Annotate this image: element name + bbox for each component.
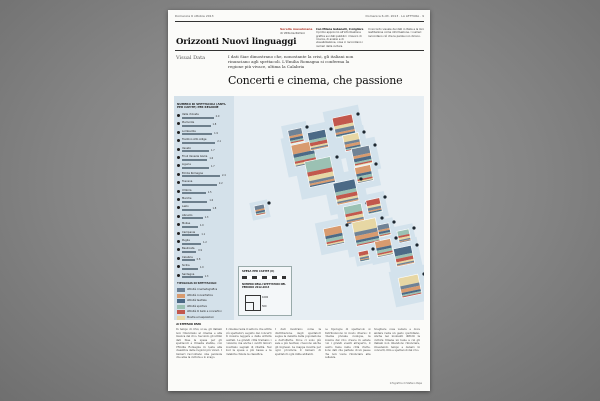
region-dot — [177, 156, 180, 159]
region-name: Sicilia — [182, 264, 190, 268]
region-marker-dot — [335, 155, 338, 158]
region-square — [307, 129, 328, 150]
region-row — [177, 264, 232, 271]
region-name: Lazio — [182, 205, 189, 209]
region-square — [254, 204, 266, 216]
region-name: Sardegna — [182, 272, 195, 276]
region-row — [177, 130, 232, 137]
legend-panel — [174, 96, 234, 320]
region-marker-dot — [329, 127, 332, 130]
type-row — [177, 288, 233, 293]
region-row — [177, 214, 232, 221]
region-row — [177, 247, 232, 254]
region-square — [351, 145, 372, 166]
right-box: Il racconto visuale dei dati in Italia e la loro restituzione come informazione. I numeri raccontano ciò che le parole non dicono. — [368, 28, 424, 38]
region-dot — [177, 248, 180, 251]
region-row — [177, 197, 232, 204]
type-label: Attività di ballo e concertini — [187, 310, 222, 313]
region-square — [355, 165, 374, 184]
region-marker-dot — [415, 243, 418, 246]
region-dot — [177, 114, 180, 117]
headline: Concerti e cinema, che passione — [228, 74, 403, 87]
spesa-legend — [238, 266, 292, 316]
region-dot — [177, 139, 180, 142]
region-square — [377, 223, 391, 237]
region-value: 1.0 — [199, 266, 204, 270]
region-square — [323, 225, 344, 246]
region-value: 1.0 — [199, 224, 204, 228]
region-name: Liguria — [182, 163, 191, 167]
region-square — [288, 128, 305, 145]
region-name: Piemonte — [182, 121, 195, 125]
region-row — [177, 222, 232, 229]
page-header — [175, 14, 424, 20]
lede: I dati Siae dimostrano che, nonostante la crisi, gli italiani non rinunciano agli spettacoli. L'Emilia Romagna si conferma la regione più vivace, ultima la Calabria — [228, 54, 354, 70]
region-value: 1.7 — [210, 165, 215, 169]
type-label: Attività cinematografica — [187, 288, 218, 291]
region-dot — [177, 240, 180, 243]
region-dot — [177, 148, 180, 151]
infographic — [174, 96, 424, 320]
region-dot — [177, 173, 180, 176]
region-marker-dot — [392, 220, 395, 223]
region-value: 1.3 — [204, 215, 209, 219]
region-dot — [177, 265, 180, 268]
region-name: Marche — [182, 197, 192, 200]
spesa-title: SPESA PER CAPITE (€) — [242, 270, 275, 273]
region-bar — [182, 226, 198, 228]
region-dot — [177, 164, 180, 167]
region-row — [177, 273, 232, 280]
article-column: Scegliere cosa vedere e dove andare resta un gesto quotidiano. Anche nei momenti difficili la cultura rimane un bene a cui gli italiani non intendono rinunciare, investendo tempo e denaro in concerti, film e spettacoli dal vivo. — [374, 328, 420, 352]
region-name: Campania — [182, 230, 196, 234]
region-row — [177, 180, 232, 187]
region-bar — [182, 167, 209, 169]
type-label: Attività teatrale — [187, 299, 207, 302]
type-row — [177, 310, 233, 315]
region-value: 1.5 — [207, 190, 212, 194]
region-name: Basilicata — [182, 247, 195, 251]
type-swatch — [177, 288, 185, 292]
region-bar — [182, 184, 217, 186]
region-dot — [177, 181, 180, 184]
region-marker-dot — [394, 236, 397, 239]
region-bar — [182, 276, 203, 278]
region-marker-dot — [380, 216, 383, 219]
region-value: 1.8 — [212, 123, 217, 127]
foot-note: Infografica di Stefano Papa — [389, 382, 422, 385]
type-label: Attività sportive — [187, 304, 207, 308]
region-value: 1.9 — [214, 131, 218, 135]
region-row — [177, 113, 232, 120]
region-marker-dot — [345, 223, 348, 226]
region-row — [177, 239, 232, 246]
region-bar — [182, 201, 207, 203]
region-row — [177, 163, 232, 170]
type-row — [177, 316, 233, 321]
region-bar — [182, 133, 212, 135]
region-bar — [182, 117, 214, 119]
region-dot — [177, 190, 180, 193]
region-name: Toscana — [182, 180, 193, 184]
type-label: Mostre ed esposizioni — [187, 315, 214, 319]
region-name: Calabria — [182, 255, 193, 259]
size-key-small-label: 500 — [262, 305, 267, 308]
region-marker-dot — [305, 125, 308, 128]
region-marker-dot — [383, 195, 386, 198]
region-marker-dot — [359, 177, 362, 180]
region-name: Trentino Alto Adige — [182, 138, 207, 142]
types-title: TIPOLOGIA DI SPETTACOLO — [177, 282, 217, 285]
region-marker-dot — [373, 143, 376, 146]
region-row — [177, 256, 232, 263]
region-value: 1.6 — [209, 199, 214, 202]
region-name: Veneto — [182, 146, 192, 150]
byline: di STEFANO PAPA — [176, 323, 202, 326]
type-swatch — [177, 294, 185, 298]
region-bar — [182, 192, 206, 194]
region-bar — [182, 268, 198, 270]
region-row — [177, 147, 232, 154]
intro-box-text: Il primo approccio all'informazione grafica sui dati pubblici: il lavoro di ricerca, di analisi e di visualizzazione, cosa ci raccontano i numeri della cultura. — [316, 31, 364, 48]
top-rule — [175, 21, 424, 22]
region-marker-dot — [267, 201, 270, 204]
region-name: Friuli Venezia Giulia — [182, 155, 208, 158]
region-square — [305, 157, 336, 188]
region-bar — [182, 259, 195, 261]
spesa-subtitle: NUMERO DEGLI SPETTATORI NEL PERIODO 2012-2013 — [242, 283, 286, 289]
region-row — [177, 138, 232, 145]
region-row — [177, 189, 232, 196]
type-swatch — [177, 316, 185, 320]
region-value: 1.8 — [212, 207, 217, 211]
type-swatch — [177, 305, 185, 309]
region-dot — [177, 122, 180, 125]
region-marker-dot — [412, 226, 415, 229]
spesa-scale — [242, 276, 286, 279]
region-dot — [177, 274, 180, 277]
article-column: I dati mostrano come la distribuzione degli spettatori segua la densità della popolazione e dell'offerta. Dove ci sono più sale e più festival, crescono anche gli ingressi. La mappa mostra per ogni provincia il numero di spettatori ogni mille abitanti. — [275, 328, 321, 356]
region-marker-dot — [374, 162, 377, 165]
region-name: Valle d'Aosta — [182, 113, 199, 116]
region-value: 0.9 — [198, 249, 203, 253]
region-value: 1.1 — [201, 232, 206, 236]
author-box-sub: di Vittoria Rimini — [280, 30, 305, 35]
article-column: In tempo di crisi, si sa, gli italiani non rinunciano al cinema e alla musica dal vivo. Secondo gli ultimi dati Siae la spesa per gli spettacoli è rimasta stabile, con l'Emilia Romagna in testa alla classifica delle regioni più vivaci. I numeri raccontano una penisola che ama la cultura e lo svago. — [176, 328, 222, 359]
region-value: 0.8 — [196, 257, 201, 261]
type-row — [177, 294, 233, 299]
region-square — [393, 245, 414, 266]
region-row — [177, 121, 232, 128]
region-name: Umbria — [182, 188, 192, 192]
region-value: 2.0 — [215, 115, 220, 118]
author-box-label: Sorella musulmana — [280, 27, 313, 31]
region-marker-dot — [356, 112, 359, 115]
region-bar — [182, 251, 196, 253]
author-box — [280, 28, 314, 35]
legend-title: NUMERO DI SPETTACOLI (ANTI-PER CAPITE) PER REGIONE — [177, 102, 227, 110]
region-square — [358, 250, 370, 262]
region-dot — [177, 215, 180, 218]
region-bar — [182, 142, 215, 144]
type-swatch — [177, 299, 185, 303]
region-square — [397, 229, 411, 243]
type-swatch — [177, 310, 185, 314]
region-row — [177, 205, 232, 212]
region-row — [177, 155, 232, 162]
region-name: Emilia Romagna — [182, 171, 204, 175]
region-value: 2.2 — [218, 182, 223, 186]
section-rule — [175, 50, 424, 51]
region-value: 2.1 — [217, 140, 222, 144]
region-marker-dot — [362, 130, 365, 133]
header-date: Domenica 6 ottobre 2013 — [175, 14, 214, 18]
region-value: 2.4 — [222, 173, 226, 177]
region-bar — [182, 217, 203, 219]
region-dot — [177, 232, 180, 235]
region-square — [366, 198, 383, 215]
type-row — [177, 305, 233, 310]
region-bar — [182, 150, 209, 152]
region-value: 1.3 — [204, 274, 209, 278]
region-dot — [177, 131, 180, 134]
size-key-large-label: 1000 — [262, 296, 269, 299]
region-name: Molise — [182, 222, 191, 226]
region-bar — [182, 243, 201, 245]
region-name: Puglia — [182, 239, 190, 242]
region-name: Abruzzo — [182, 213, 193, 217]
size-key-small — [245, 302, 254, 311]
region-dot — [177, 206, 180, 209]
region-bar — [182, 159, 207, 161]
region-square — [398, 274, 422, 298]
region-dot — [177, 198, 180, 201]
region-square — [375, 239, 394, 258]
region-value: 1.7 — [210, 148, 215, 152]
region-bar — [182, 175, 220, 177]
type-label: Attività concertistica — [187, 293, 213, 297]
header-masthead: Domenica 6 ott. 2013 · LA LETTURA · 9 — [365, 14, 424, 18]
newspaper-page — [168, 10, 430, 391]
region-value: 1.2 — [203, 241, 207, 244]
intro-box — [316, 28, 364, 48]
region-bar — [182, 209, 211, 211]
region-bar — [182, 234, 199, 236]
region-name: Lombardia — [182, 129, 196, 133]
section-title: Orizzonti Nuovi linguaggi — [176, 37, 297, 47]
type-row — [177, 299, 233, 304]
article-column: Le tipologie di spettacolo si distribuiscono in modo diverso: il cinema prevale ovunque, la musica dal vivo cresce in estate con i grandi eventi all'aperto, il teatro tiene nelle città d'arte. Sono dati che parlano di un paese che non vuole rinunciare alla bellezza. — [324, 328, 371, 359]
region-bar — [182, 125, 211, 127]
region-marker-dot — [371, 247, 374, 250]
region-square — [333, 179, 359, 205]
region-dot — [177, 223, 180, 226]
region-dot — [177, 257, 180, 260]
intro-box-heading: Con Milena Gabanelli, il migliore — [316, 28, 364, 31]
region-row — [177, 231, 232, 238]
visual-data-label: Visual Data — [176, 55, 206, 61]
article-column: Il cinema resta il settore che attira più spettatori, seguito dai concerti di musica leggera e dalle attività teatrali. Le grandi città trainano i consumi, ma anche i centri minori mostrano segnali di vitalità. Nel Sud la spesa è più bassa e la Calabria chiude la classifica. — [225, 328, 272, 356]
region-value: 1.6 — [209, 157, 214, 160]
region-row — [177, 172, 232, 179]
